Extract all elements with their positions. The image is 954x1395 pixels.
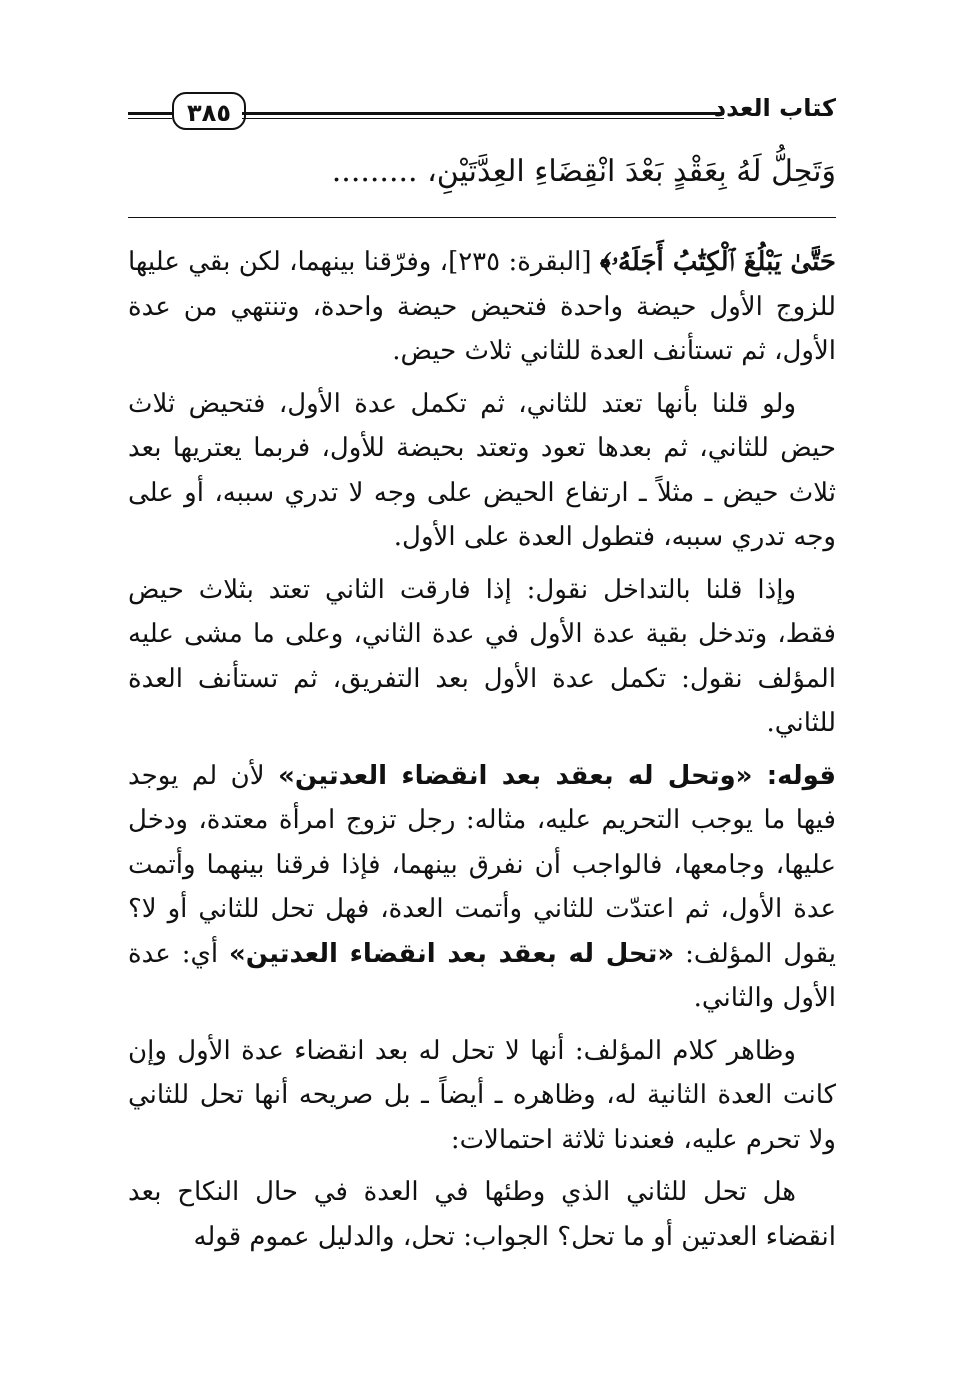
paragraph-text: ولو قلنا بأنها تعتد للثاني، ثم تكمل عدة الأول، فتحيض ثلاث حيض للثاني، ثم بعدها تعود وتعتد بحيضة للأول، فربما يعتريها بعد ثلاث حيض ـ مثلاً ـ ارتفاع الحيض على وجه لا تدري سببه، أو على وجه تدري سببه، فتطول العدة على الأول. xyxy=(128,388,836,552)
matn-separator xyxy=(128,217,836,218)
paragraph-5 xyxy=(128,1029,836,1163)
header-rule-right-thin xyxy=(242,118,724,119)
matn-quote: «تحل له بعقد بعد انقضاء العدتين» xyxy=(228,938,675,969)
paragraph-text: لأن لم يوجد فيها ما يوجب التحريم عليه، مثاله: رجل تزوج امرأة معتدة، ودخل عليها، وجامعها، فالواجب أن نفرق بينهما، فإذا فرقنا بينهما وأتمت عدة الأول، ثم اعتدّت للثاني وأتمت العدة، فهل تحل للثاني أو لا؟ يقول المؤلف: xyxy=(128,760,837,969)
paragraph-text: هل تحل للثاني الذي وطئها في العدة في حال النكاح بعد انقضاء العدتين أو ما تحل؟ الجواب: تحل، والدليل عموم قوله xyxy=(128,1177,836,1252)
running-title: كتاب العدد xyxy=(713,94,836,122)
paragraph-6 xyxy=(128,1170,836,1259)
paragraph-tail: أي: عدة الأول والثاني. xyxy=(128,938,836,1013)
page-number: ٣٨٥ xyxy=(172,92,246,130)
matn-quote-lead: قوله: «وتحل له بعقد بعد انقضاء العدتين» xyxy=(278,760,836,791)
header-rule-left xyxy=(128,112,172,115)
page-header xyxy=(128,88,836,134)
header-rule-right xyxy=(242,112,724,115)
paragraph-text: [البقرة: ٢٣٥]، وفرّقنا بينهما، لكن بقي عليها للزوج الأول حيضة واحدة فتحيض حيضة واحدة، وتنتهي من عدة الأول، ثم تستأنف العدة للثاني ثلاث حيض. xyxy=(128,247,836,366)
paragraph-text: وإذا قلنا بالتداخل نقول: إذا فارقت الثاني تعتد بثلاث حيض فقط، وتدخل بقية عدة الأول في عدة الثاني، وعلى ما مشى عليه المؤلف نقول: تكمل عدة الأول بعد التفريق، ثم تستأنف العدة للثاني. xyxy=(128,574,836,738)
paragraph-4 xyxy=(128,754,836,1021)
paragraph-1 xyxy=(128,240,836,374)
paragraph-2 xyxy=(128,382,836,560)
commentary-body xyxy=(128,240,836,1267)
paragraph-3 xyxy=(128,568,836,746)
quran-verse: حَتَّىٰ يَبْلُغَ ٱلْكِتَٰبُ أَجَلَهُۥ﴾ xyxy=(599,247,836,277)
paragraph-text: وظاهر كلام المؤلف: أنها لا تحل له بعد انقضاء عدة الأول وإن كانت العدة الثانية له، وظاهره ـ أيضاً ـ بل صريحه أنها تحل للثاني ولا تحرم عليه، فعندنا ثلاثة احتمالات: xyxy=(128,1035,836,1155)
header-rule-left-thin xyxy=(128,118,172,119)
matn-text: وَتَحِلُّ لَهُ بِعَقْدٍ بَعْدَ انْقِضَاءِ العِدَّتَيْنِ، ......... xyxy=(331,154,836,189)
